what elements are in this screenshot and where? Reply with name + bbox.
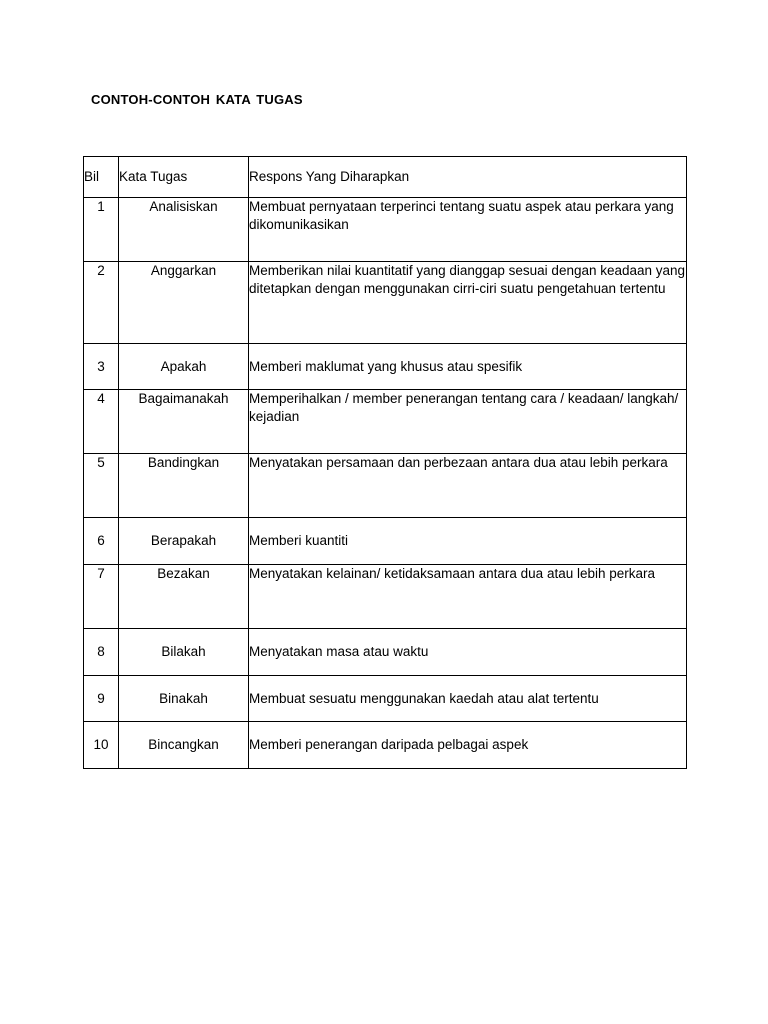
table-row — [84, 518, 687, 565]
header-respons: Respons Yang Diharapkan — [249, 157, 687, 198]
row-respons: Menyatakan kelainan/ ketidaksamaan antara dua atau lebih perkara — [249, 565, 687, 629]
row-number: 6 — [84, 518, 119, 565]
row-number: 4 — [84, 390, 119, 454]
row-respons: Memberikan nilai kuantitatif yang dianggap sesuai dengan keadaan yang ditetapkan dengan menggunakan cirri-ciri suatu pengetahuan tertentu — [249, 262, 687, 344]
row-kata-tugas: Apakah — [119, 344, 249, 390]
row-kata-tugas: Analisiskan — [119, 198, 249, 262]
table-row — [84, 454, 687, 518]
row-kata-tugas: Bilakah — [119, 629, 249, 676]
row-kata-tugas: Binakah — [119, 676, 249, 722]
page-title: CONTOH-CONTOH KATA TUGAS — [91, 92, 303, 107]
table-header-row — [84, 157, 687, 198]
table-row — [84, 390, 687, 454]
kata-tugas-table — [83, 156, 687, 769]
row-number: 8 — [84, 629, 119, 676]
table-row — [84, 344, 687, 390]
table-row — [84, 722, 687, 769]
row-kata-tugas: Bandingkan — [119, 454, 249, 518]
row-number: 7 — [84, 565, 119, 629]
row-number: 3 — [84, 344, 119, 390]
row-kata-tugas: Bagaimanakah — [119, 390, 249, 454]
header-bil: Bil — [84, 157, 119, 198]
row-kata-tugas: Bezakan — [119, 565, 249, 629]
row-respons: Memperihalkan / member penerangan tentang cara / keadaan/ langkah/ kejadian — [249, 390, 687, 454]
row-respons: Memberi maklumat yang khusus atau spesifik — [249, 344, 687, 390]
row-respons: Memberi kuantiti — [249, 518, 687, 565]
row-number: 5 — [84, 454, 119, 518]
row-respons: Memberi penerangan daripada pelbagai aspek — [249, 722, 687, 769]
row-number: 10 — [84, 722, 119, 769]
row-kata-tugas: Anggarkan — [119, 262, 249, 344]
row-number: 1 — [84, 198, 119, 262]
row-respons: Menyatakan masa atau waktu — [249, 629, 687, 676]
table-row — [84, 676, 687, 722]
header-kata-tugas: Kata Tugas — [119, 157, 249, 198]
table-row — [84, 198, 687, 262]
row-respons: Membuat pernyataan terperinci tentang suatu aspek atau perkara yang dikomunikasikan — [249, 198, 687, 262]
table-row — [84, 629, 687, 676]
row-respons: Menyatakan persamaan dan perbezaan antara dua atau lebih perkara — [249, 454, 687, 518]
table-row — [84, 262, 687, 344]
row-number: 9 — [84, 676, 119, 722]
row-kata-tugas: Bincangkan — [119, 722, 249, 769]
table-row — [84, 565, 687, 629]
row-number: 2 — [84, 262, 119, 344]
row-respons: Membuat sesuatu menggunakan kaedah atau alat tertentu — [249, 676, 687, 722]
row-kata-tugas: Berapakah — [119, 518, 249, 565]
